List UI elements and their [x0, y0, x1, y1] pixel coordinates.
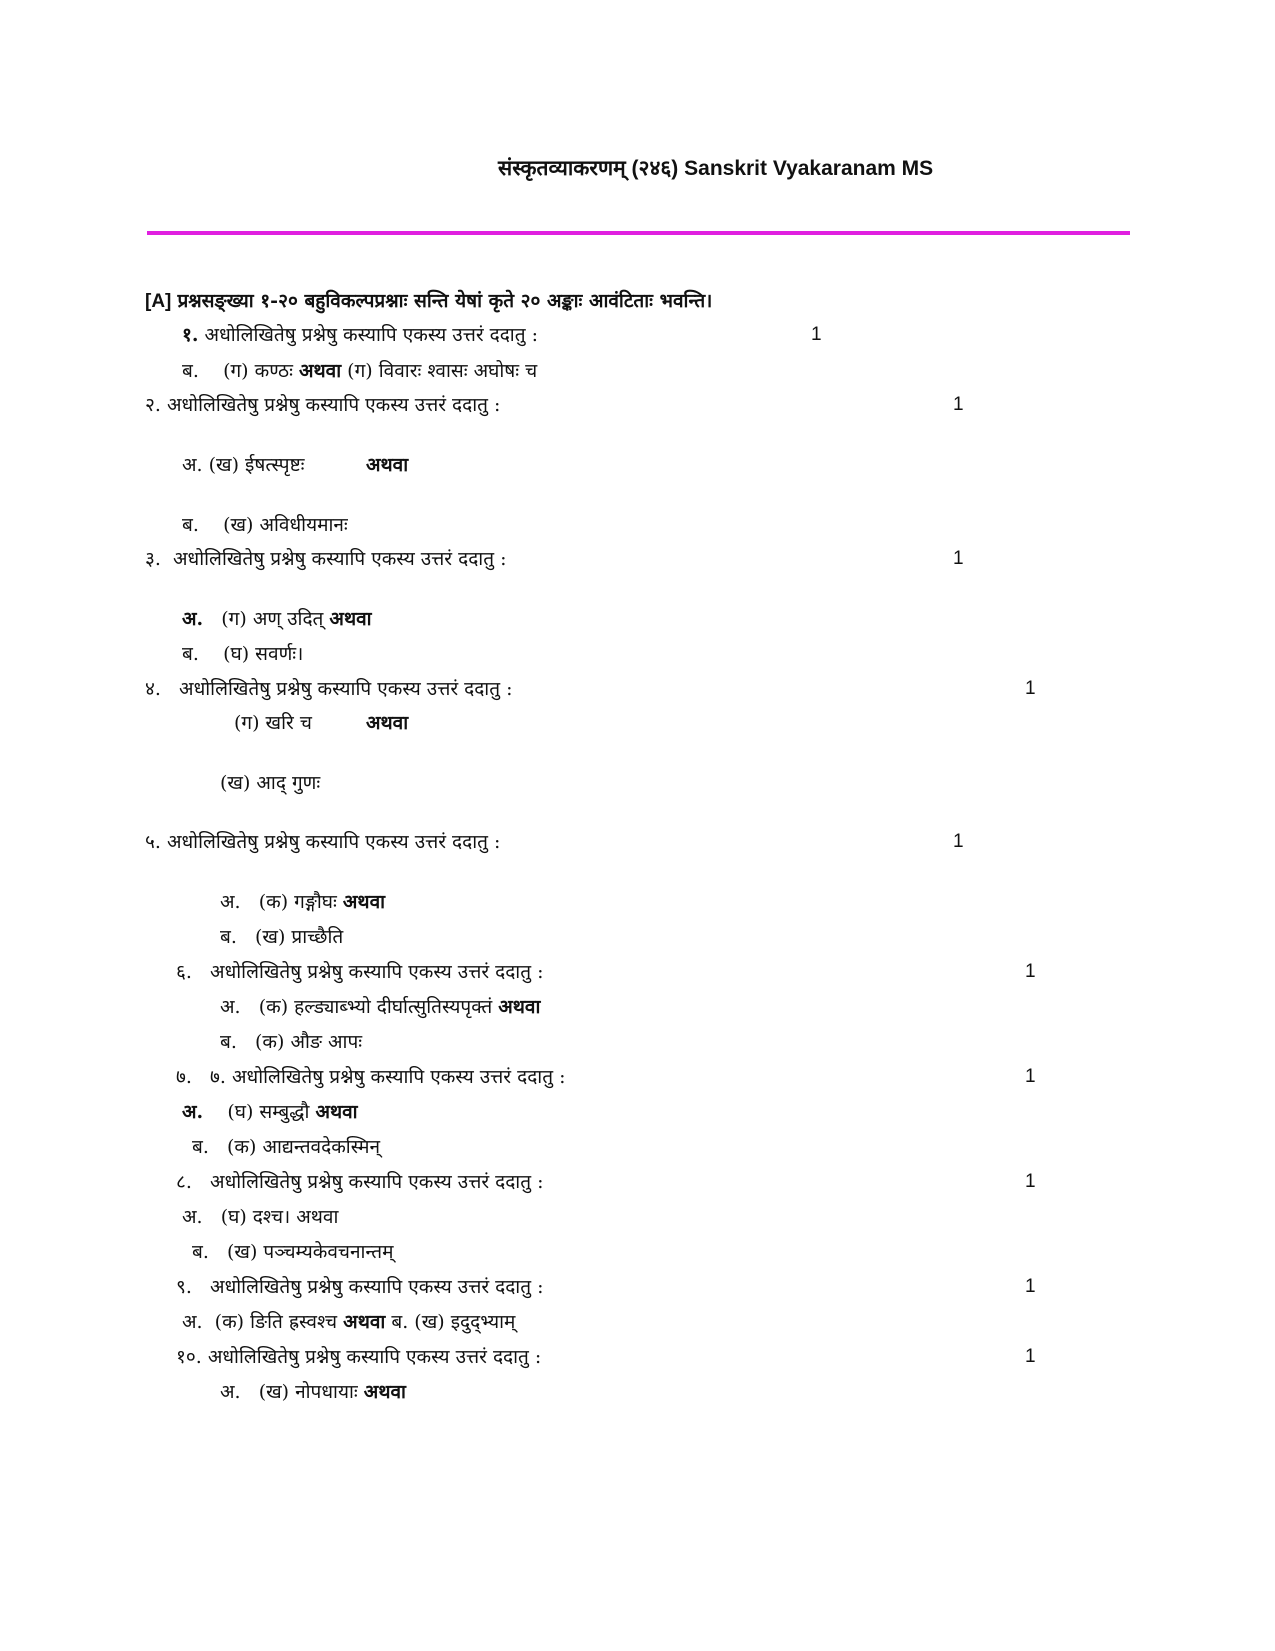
question-text: अधोलिखितेषु प्रश्नेषु कस्यापि एकस्य उत्तरं ददातु :	[210, 961, 544, 983]
answer-text: (ख) आद् गुणः	[220, 772, 321, 794]
answer-text: (क) हल्ड्याब्भ्यो दीर्घात्सुतिस्यपृक्तं	[258, 996, 493, 1018]
answer-athava: अथवा	[298, 360, 342, 382]
answer-prefix: ब.	[192, 1241, 209, 1263]
answer-prefix: अ.	[220, 996, 241, 1018]
answer-2b	[182, 512, 348, 538]
question-6	[176, 959, 544, 985]
answer-5a	[220, 889, 385, 915]
question-number: १०.	[176, 1346, 202, 1368]
section-heading	[145, 288, 712, 315]
question-number: ३.	[145, 548, 161, 570]
answer-4a-athava	[366, 710, 408, 736]
answer-athava: अथवा	[315, 1101, 358, 1123]
section-label: [A]	[145, 291, 172, 312]
question-4	[145, 676, 513, 702]
answer-text: (ग) कण्ठः	[223, 360, 293, 382]
answer-athava: अथवा	[498, 996, 541, 1018]
question-3-mark: 1	[953, 548, 964, 569]
question-number: ९.	[176, 1276, 192, 1298]
section-text: प्रश्नसङ्ख्या १-२० बहुविकल्पप्रश्नाः सन्ति येषां कृते २० अङ्काः आवंटिताः भवन्ति।	[177, 290, 713, 312]
answer-5b	[220, 924, 343, 950]
question-2	[145, 392, 500, 418]
answer-text: (क) ङिति ह्रस्वश्च	[214, 1311, 338, 1333]
question-number: ८.	[176, 1171, 192, 1193]
answer-2a-athava	[366, 452, 408, 478]
answer-text: (घ) दश्च। अथवा	[220, 1206, 339, 1228]
question-text: अधोलिखितेषु प्रश्नेषु कस्यापि एकस्य उत्तरं ददातु :	[207, 1346, 542, 1368]
answer-text-alt: ब. (ख) इदुद्भ्याम्	[391, 1311, 516, 1333]
answer-prefix: ब.	[192, 1136, 209, 1158]
answer-4b	[220, 770, 320, 796]
answer-prefix: अ.	[182, 1206, 203, 1228]
question-6-mark: 1	[1025, 961, 1036, 982]
question-text: अधोलिखितेषु प्रश्नेषु कस्यापि एकस्य उत्तरं ददातु :	[210, 1171, 544, 1193]
answer-text: (ख) नोपधायाः	[258, 1381, 358, 1403]
question-5	[145, 829, 500, 855]
answer-athava: अथवा	[366, 712, 409, 734]
answer-6a	[220, 994, 540, 1020]
question-1-mark: 1	[811, 324, 822, 345]
question-number: ५.	[145, 831, 161, 853]
question-10	[176, 1344, 541, 1370]
question-text: अधोलिखितेषु प्रश्नेषु कस्यापि एकस्य उत्तरं ददातु :	[166, 394, 501, 416]
question-1	[182, 322, 538, 348]
answer-4a	[234, 710, 312, 736]
question-8-mark: 1	[1025, 1171, 1036, 1192]
answer-10a	[220, 1379, 406, 1405]
question-9-mark: 1	[1025, 1276, 1036, 1297]
question-text: अधोलिखितेषु प्रश्नेषु कस्यापि एकस्य उत्तरं ददातु :	[179, 678, 513, 700]
answer-text: (ख) पञ्चम्यकेवचनान्तम्	[227, 1241, 394, 1263]
question-7	[176, 1064, 565, 1090]
question-number: ४.	[145, 678, 161, 700]
question-4-mark: 1	[1025, 678, 1036, 699]
answer-prefix: अ.	[220, 891, 241, 913]
question-text: अधोलिखितेषु प्रश्नेषु कस्यापि एकस्य उत्तरं ददातु :	[173, 548, 507, 570]
answer-7b	[192, 1134, 380, 1160]
question-number-inline: ७.	[210, 1066, 226, 1088]
question-text: अधोलिखितेषु प्रश्नेषु कस्यापि एकस्य उत्तरं ददातु :	[204, 324, 539, 346]
answer-prefix: ब.	[182, 643, 199, 665]
answer-text: (ख) प्राच्छैति	[255, 926, 344, 948]
answer-prefix: अ.	[182, 454, 203, 476]
answer-text: (घ) सवर्णः।	[223, 643, 304, 665]
question-text: अधोलिखितेषु प्रश्नेषु कस्यापि एकस्य उत्तरं ददातु :	[210, 1276, 544, 1298]
question-10-mark: 1	[1025, 1346, 1036, 1367]
answer-text: (ग) खरि च	[234, 712, 312, 734]
answer-athava: अथवा	[329, 608, 372, 630]
question-number: ६.	[176, 961, 192, 983]
answer-7a	[182, 1099, 358, 1125]
header-divider	[147, 231, 1130, 235]
question-2-mark: 1	[953, 394, 964, 415]
answer-text: (क) गङ्गौघः	[258, 891, 337, 913]
question-9	[176, 1274, 544, 1300]
answer-6b	[220, 1029, 362, 1055]
question-number: १.	[182, 324, 199, 346]
answer-prefix: अ.	[182, 1101, 204, 1123]
answer-athava: अथवा	[366, 454, 409, 476]
answer-athava: अथवा	[363, 1381, 406, 1403]
question-5-mark: 1	[953, 831, 964, 852]
answer-prefix: ब.	[220, 1031, 237, 1053]
answer-prefix: अ.	[182, 1311, 203, 1333]
answer-text: (घ) सम्बुद्धौ	[227, 1101, 310, 1123]
answer-prefix: ब.	[220, 926, 237, 948]
question-number: ७.	[176, 1066, 192, 1088]
answer-text-alt: (ग) विवारः श्वासः अघोषः च	[347, 360, 538, 382]
answer-8b	[192, 1239, 393, 1265]
answer-8a	[182, 1204, 338, 1230]
answer-text: (क) आद्यन्तवदेकस्मिन्	[227, 1136, 381, 1158]
question-3	[145, 546, 506, 572]
answer-9a	[182, 1309, 515, 1335]
answer-text: (ग) अण् उदित्	[221, 608, 324, 630]
answer-2a	[182, 452, 305, 478]
question-8	[176, 1169, 544, 1195]
answer-1b	[182, 358, 537, 384]
answer-3a	[182, 606, 372, 632]
answer-prefix: अ.	[182, 608, 204, 630]
answer-prefix: ब.	[182, 360, 199, 382]
answer-3b	[182, 641, 303, 667]
page-title: संस्कृतव्याकरणम् (२४६) Sanskrit Vyakaranam MS	[498, 157, 934, 180]
question-text: अधोलिखितेषु प्रश्नेषु कस्यापि एकस्य उत्तरं ददातु :	[166, 831, 501, 853]
answer-prefix: ब.	[182, 514, 199, 536]
answer-prefix: अ.	[220, 1381, 241, 1403]
answer-athava: अथवा	[342, 891, 386, 913]
answer-text: (ख) अविधीयमानः	[223, 514, 348, 536]
question-7-mark: 1	[1025, 1066, 1036, 1087]
answer-text: (ख) ईषत्स्पृष्टः	[208, 454, 305, 476]
question-number: २.	[145, 394, 161, 416]
answer-athava: अथवा	[343, 1311, 386, 1333]
question-text: अधोलिखितेषु प्रश्नेषु कस्यापि एकस्य उत्तरं ददातु :	[232, 1066, 566, 1088]
answer-text: (क) औङ आपः	[255, 1031, 363, 1053]
